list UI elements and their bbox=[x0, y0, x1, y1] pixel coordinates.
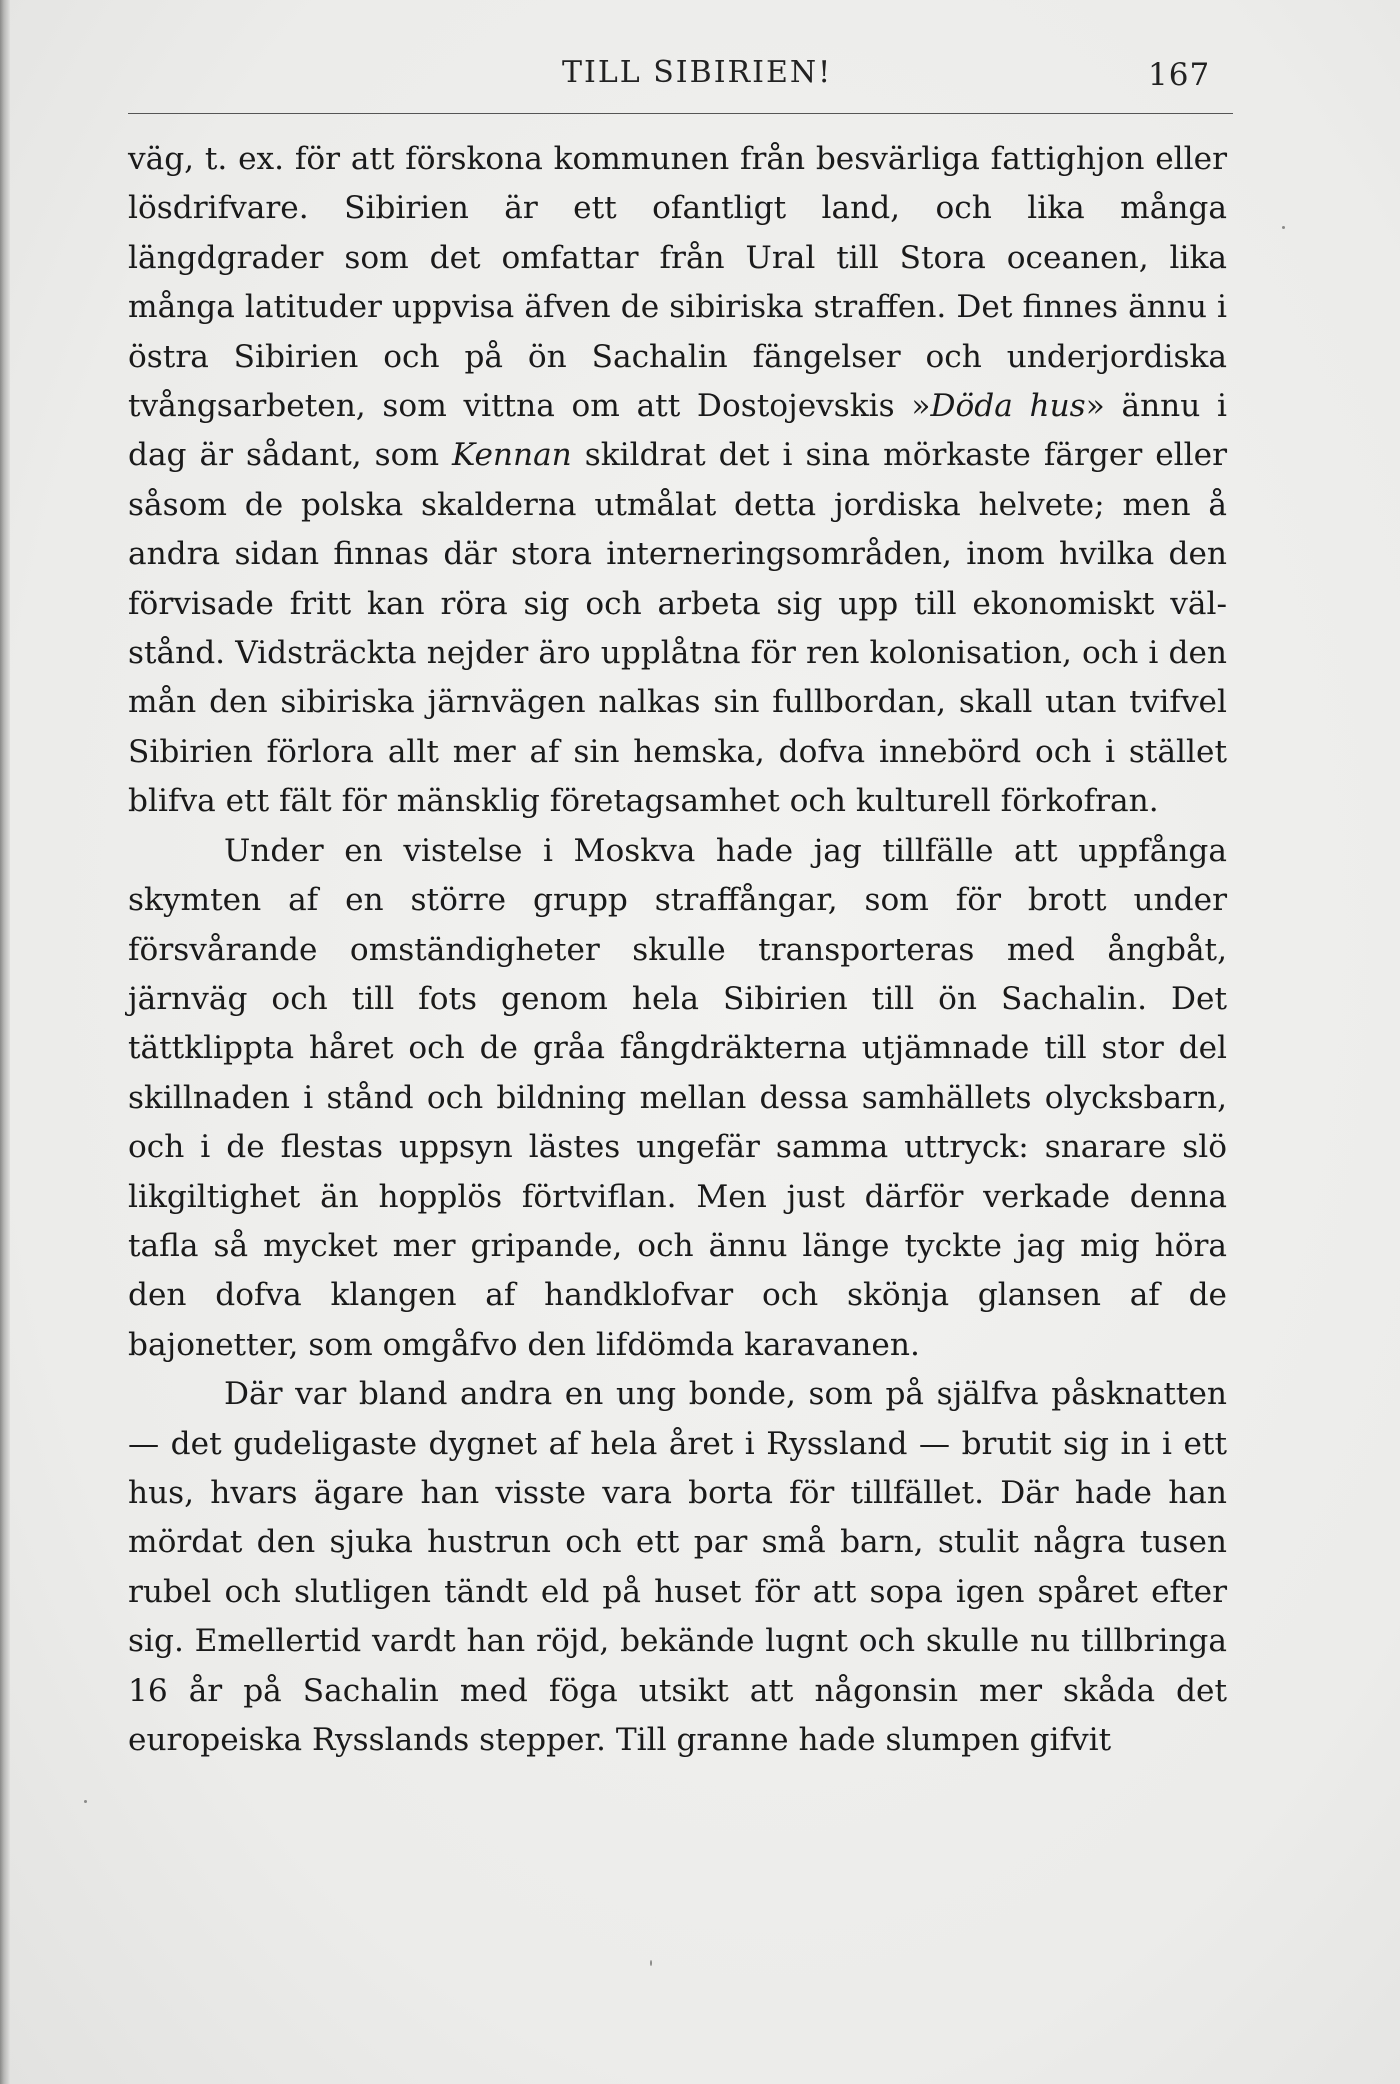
italic-text-run: Döda hus bbox=[930, 388, 1086, 425]
page-number: 167 bbox=[1148, 57, 1211, 93]
paragraph bbox=[128, 135, 1227, 827]
text-run: » ännu i dag är sådant, som bbox=[128, 388, 1228, 474]
header-rule bbox=[128, 113, 1233, 114]
text-run: skildrat det i sina mörkaste färger eller såsom de polska skalderna utmålat detta jordiska helvete; men å andra sidan finnas där stora interneringsområden, inom hvilka den förvisade fritt kan röra sig och arbeta sig upp till ekonomiskt välstånd. Vidsträckta nejder äro upplåtna för ren kolonisation, och i den mån den sibiriska järnvägen nalkas sin fullbordan, skall utan tvifvel Sibirien förlora allt mer af sin hemska, dofva innebörd och i stället blifva ett fält för mänsklig företagsamhet och kulturell förkofran. bbox=[128, 437, 1227, 820]
book-gutter-shadow bbox=[0, 0, 10, 2084]
text-run: Där var bland andra en ung bonde, som på själfva påsknatten — det gudeligaste dygnet af hela året i Ryssland — brutit sig in i ett hus, hvars ägare han visste vara borta för tillfället. Där hade han mördat den sjuka hustrun och ett par små barn, stulit några tusen rubel och slutligen tändt eld på huset för att sopa igen spåret efter sig. Emellertid vardt han röjd, bekände lugnt och skulle nu tillbringa 16 år på Sachalin med föga utsikt att någonsin mer skåda det europeiska Rysslands stepper. Till granne hade slumpen gifvit bbox=[128, 1376, 1227, 1758]
body-text bbox=[128, 135, 1227, 1765]
italic-text-run: Kennan bbox=[452, 437, 572, 474]
running-head-title: TILL SIBIRIEN! bbox=[562, 55, 833, 90]
paragraph bbox=[128, 827, 1227, 1370]
running-head bbox=[0, 55, 1400, 95]
paper-speck bbox=[84, 1800, 87, 1803]
paragraph bbox=[128, 1370, 1227, 1765]
paper-speck bbox=[650, 1960, 652, 1966]
text-run: Under en vistelse i Moskva hade jag tillfälle att uppfånga skymten af en större grupp straffångar, som för brott under försvårande omständigheter skulle transporteras med ångbåt, järnväg och till fots genom hela Sibirien till ön Sachalin. Det tättklippta håret och de gråa fångdräkterna utjämnade till stor del skillnaden i stånd och bildning mellan dessa samhällets olycksbarn, och i de flestas uppsyn lästes ungefär samma uttryck: snarare slö likgiltighet än hopplös förtviflan. Men just därför verkade denna tafla så mycket mer gripande, och ännu länge tyckte jag mig höra den dofva klangen af handklofvar och skönja glansen af de bajonetter, som omgåfvo den lifdömda karavanen. bbox=[128, 832, 1227, 1363]
text-run: väg, t. ex. för att förskona kommunen från besvärliga fattighjon eller lösdrifvare. Sibirien är ett ofantligt land, och lika många längdgrader som det omfattar från Ural till Stora oceanen, lika många latituder uppvisa äfven de sibiriska straffen. Det finnes ännu i östra Sibirien och på ön Sachalin fängelser och underjordiska tvångsarbeten, som vittna om att Dostojevskis » bbox=[128, 141, 1227, 425]
paper-speck bbox=[1282, 226, 1285, 229]
